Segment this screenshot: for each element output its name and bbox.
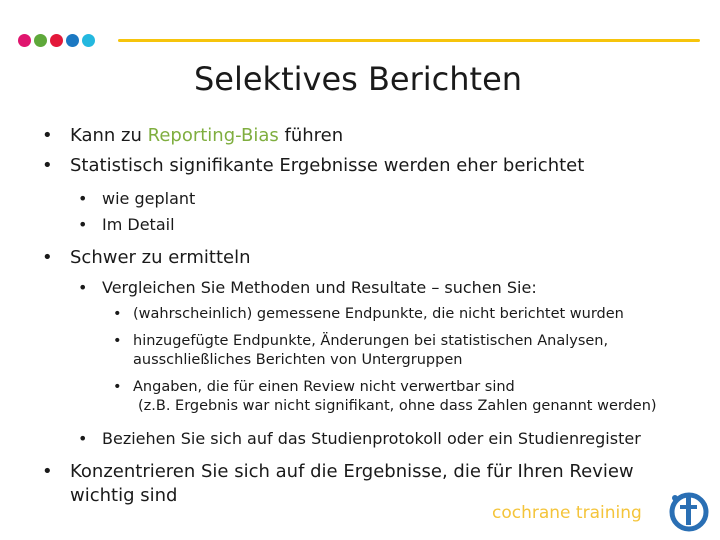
bullet-text: Vergleichen Sie Methoden und Resultate – suchen Sie: — [102, 278, 537, 297]
bullet-marker: • — [78, 189, 88, 208]
slide-title: Selektives Berichten — [193, 60, 523, 98]
bullet-text-line1: Angaben, die für einen Review nicht verwertbar sind — [133, 379, 515, 395]
bullet-focus-results — [42, 460, 634, 508]
subsubbullet-unusable-data — [113, 378, 657, 416]
bullet-text: (wahrscheinlich) gemessene Endpunkte, die nicht berichtet wurden — [133, 306, 624, 322]
footer-brand: cochrane training — [492, 503, 642, 523]
dot-blue — [66, 34, 79, 47]
logo-stem — [686, 497, 691, 525]
dot-green — [34, 34, 47, 47]
bullet-text-line2: (z.B. Ergebnis war nicht signifikant, ohne dass Zahlen genannt werden) — [138, 398, 657, 414]
bullet-text-line2: ausschließliches Berichten von Untergruppen — [133, 352, 463, 368]
bullet-significant-results — [42, 154, 585, 178]
dot-cyan — [82, 34, 95, 47]
decorative-dots — [18, 34, 95, 47]
subbullet-study-protocol — [78, 428, 641, 449]
bullet-marker: • — [113, 379, 122, 395]
highlight-term: Reporting-Bias — [147, 125, 279, 146]
subsubbullet-added-endpoints — [113, 332, 609, 370]
bullet-hard-to-detect — [42, 246, 251, 270]
header-rule — [118, 39, 700, 42]
bullet-marker: • — [42, 461, 53, 482]
bullet-marker: • — [42, 247, 53, 268]
bullet-marker: • — [42, 155, 53, 176]
bullet-text: wie geplant — [102, 189, 196, 208]
subsubbullet-unreported-endpoints — [113, 305, 624, 324]
bullet-text: Statistisch signifikante Ergebnisse werden eher berichtet — [70, 155, 585, 176]
bullet-text: Beziehen Sie sich auf das Studienprotokoll oder ein Studienregister — [102, 429, 641, 448]
cochrane-ct-logo-icon — [666, 488, 712, 534]
bullet-reporting-bias — [42, 124, 344, 148]
bullet-text-line1: Konzentrieren Sie sich auf die Ergebnisse, die für Ihren Review — [70, 461, 634, 482]
dot-red — [50, 34, 63, 47]
logo-dot — [672, 495, 678, 501]
dot-magenta — [18, 34, 31, 47]
bullet-marker: • — [78, 278, 88, 297]
bullet-marker: • — [113, 306, 122, 322]
bullet-text: führen — [278, 125, 344, 146]
bullet-marker: • — [78, 215, 88, 234]
bullet-text: Schwer zu ermitteln — [70, 247, 251, 268]
bullet-marker: • — [113, 333, 122, 349]
bullet-text: Im Detail — [102, 215, 175, 234]
bullet-text: Kann zu — [70, 125, 148, 146]
bullet-marker: • — [42, 125, 53, 146]
logo-bar — [680, 505, 697, 509]
bullet-text-line1: hinzugefügte Endpunkte, Änderungen bei statistischen Analysen, — [133, 333, 609, 349]
bullet-marker: • — [78, 429, 88, 448]
subbullet-compare-methods — [78, 277, 537, 298]
subbullet-in-detail — [78, 214, 175, 235]
subbullet-as-planned — [78, 188, 196, 209]
bullet-text-line2: wichtig sind — [70, 485, 178, 506]
